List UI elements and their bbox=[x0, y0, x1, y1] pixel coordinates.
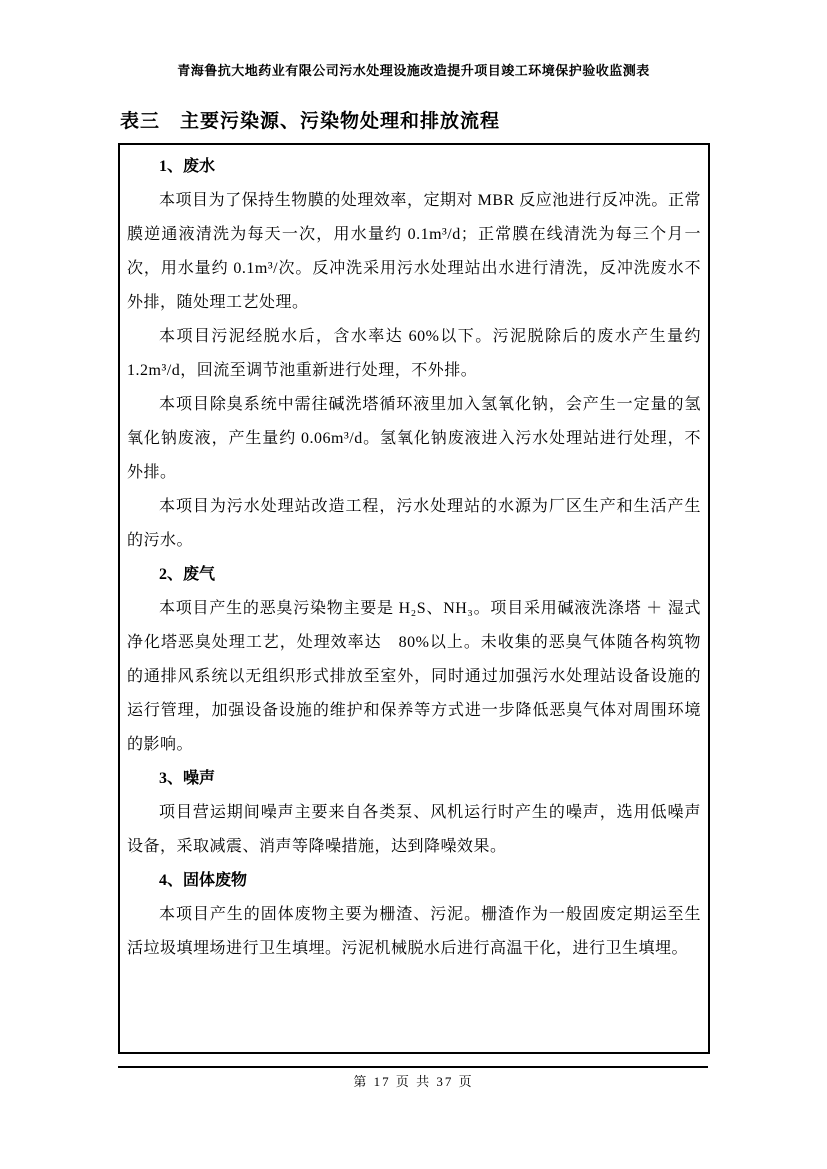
paragraph: 本项目为污水处理站改造工程，污水处理站的水源为厂区生产和生活产生的污水。 bbox=[127, 498, 701, 549]
paragraph: 项目营运期间噪声主要来自各类泵、风机运行时产生的噪声，选用低噪声设备，采取减震、消声等降噪措施，达到降噪效果。 bbox=[127, 804, 701, 855]
footer-divider bbox=[118, 1066, 708, 1068]
paragraph: 本项目产生的固体废物主要为栅渣、污泥。栅渣作为一般固废定期运至生活垃圾填埋场进行卫生填埋。污泥机械脱水后进行高温干化，进行卫生填埋。 bbox=[127, 906, 701, 957]
section-heading-noise: 3、噪声 bbox=[159, 770, 216, 787]
content-box bbox=[118, 143, 710, 1054]
paragraph: 本项目除臭系统中需往碱洗塔循环液里加入氢氧化钠，会产生一定量的氢氧化钠废液，产生量约 0.06m³/d。氢氧化钠废液进入污水处理站进行处理，不外排。 bbox=[127, 396, 701, 481]
paragraph: 本项目产生的恶臭污染物主要是 H₂S、NH₃。项目采用碱液洗涤塔 ＋ 湿式净化塔恶臭处理工艺，处理效率达 80%以上。未收集的恶臭气体随各构筑物的通排风系统以无组织形式排放至室外，同时通过加强污水处理站设备设施的运行管理，加强设备设施的维护和保养等方式进一步降低恶臭气体对周围环境的影响。 bbox=[127, 600, 701, 753]
section-heading-wastewater: 1、废水 bbox=[159, 158, 216, 175]
section-heading-solid-waste: 4、固体废物 bbox=[159, 872, 248, 889]
section-heading-waste-gas: 2、废气 bbox=[159, 566, 216, 583]
paragraph: 本项目污泥经脱水后，含水率达 60%以下。污泥脱除后的废水产生量约 1.2m³/d，回流至调节池重新进行处理，不外排。 bbox=[127, 328, 701, 379]
table-title: 表三 主要污染源、污染物处理和排放流程 bbox=[120, 111, 501, 132]
document-header: 青海鲁抗大地药业有限公司污水处理设施改造提升项目竣工环境保护验收监测表 bbox=[177, 63, 650, 78]
paragraph: 本项目为了保持生物膜的处理效率，定期对 MBR 反应池进行反冲洗。正常膜逆通液清洗为每天一次，用水量约 0.1m³/d；正常膜在线清洗为每三个月一次，用水量约 0.1m³/次。反冲洗采用污水处理站出水进行清洗，反冲洗废水不外排，随处理工艺处理。 bbox=[127, 192, 701, 311]
page-number: 第 17 页 共 37 页 bbox=[353, 1074, 474, 1089]
